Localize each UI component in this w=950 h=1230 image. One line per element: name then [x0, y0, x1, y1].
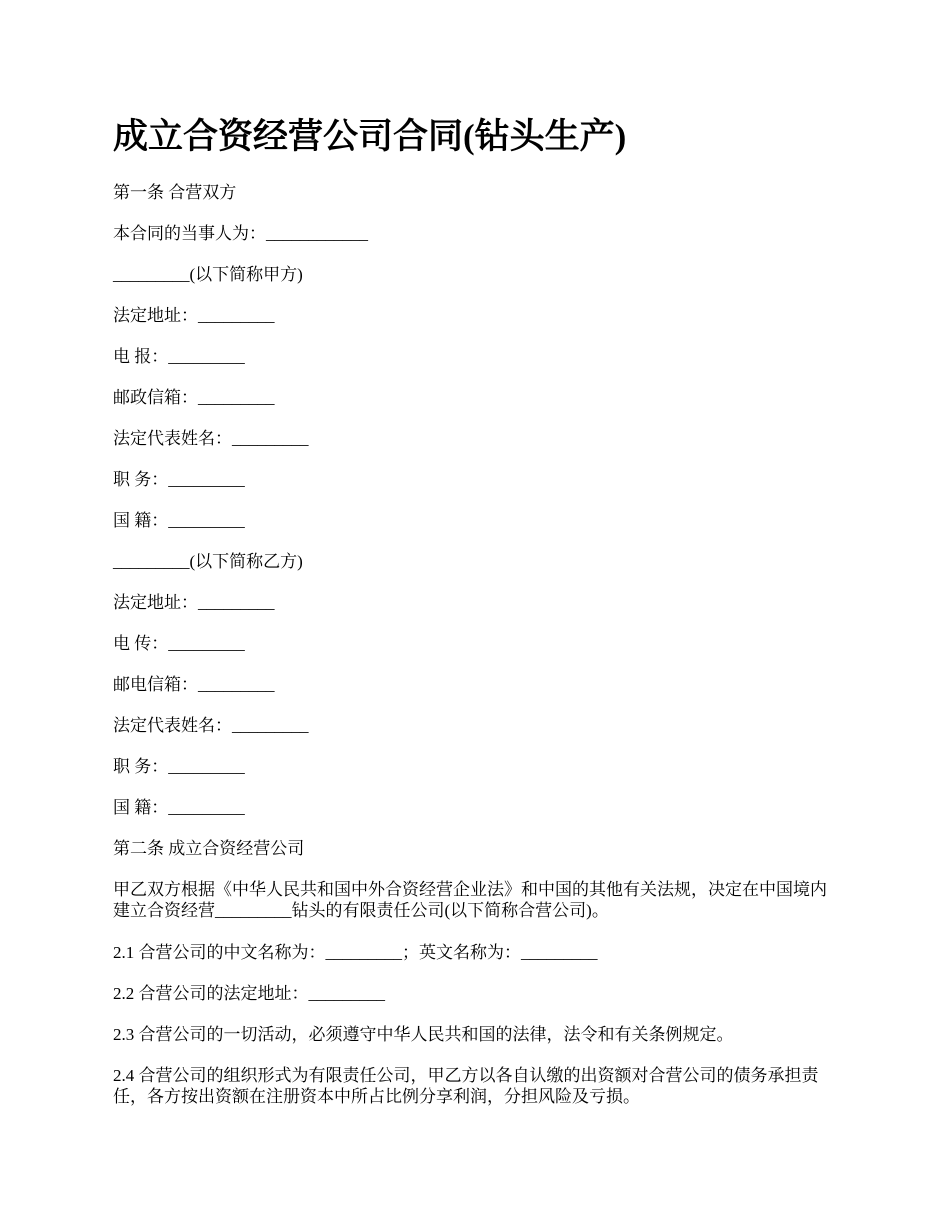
article-heading: 第一条 合营双方 — [113, 183, 237, 202]
clause: 2.2 合营公司的法定地址：_________ — [113, 984, 385, 1003]
paragraph: 国 籍：_________ — [113, 798, 245, 817]
document-title: 成立合资经营公司合同(钻头生产) — [113, 117, 627, 156]
paragraph: _________(以下简称乙方) — [113, 552, 303, 571]
clause: 2.1 合营公司的中文名称为：_________；英文名称为：_________ — [113, 943, 598, 962]
paragraph: 职 务：_________ — [113, 470, 245, 489]
paragraph: 电 报：_________ — [113, 347, 245, 366]
paragraph: 法定代表姓名：_________ — [113, 716, 309, 735]
paragraph: 国 籍：_________ — [113, 511, 245, 530]
paragraph: 法定地址：_________ — [113, 306, 275, 325]
clause: 2.3 合营公司的一切活动，必须遵守中华人民共和国的法律，法令和有关条例规定。 — [113, 1025, 734, 1044]
paragraph: 法定地址：_________ — [113, 593, 275, 612]
clause: 2.4 合营公司的组织形式为有限责任公司，甲乙方以各自认缴的出资额对合营公司的债务承担责任，各方按出资额在注册资本中所占比例分享利润，分担风险及亏损。 — [113, 1066, 819, 1106]
paragraph: _________(以下简称甲方) — [113, 265, 303, 284]
paragraph: 法定代表姓名：_________ — [113, 429, 309, 448]
document-page — [113, 110, 843, 1128]
paragraph: 电 传：_________ — [113, 634, 245, 653]
paragraph: 邮电信箱：_________ — [113, 675, 275, 694]
article-heading: 第二条 成立合资经营公司 — [113, 839, 305, 858]
paragraph: 本合同的当事人为：____________ — [113, 224, 368, 243]
paragraph: 职 务：_________ — [113, 757, 245, 776]
paragraph: 邮政信箱：_________ — [113, 388, 275, 407]
paragraph: 甲乙双方根据《中华人民共和国中外合资经营企业法》和中国的其他有关法规，决定在中国境内建立合资经营_________钻头的有限责任公司(以下简称合营公司)。 — [113, 880, 827, 920]
